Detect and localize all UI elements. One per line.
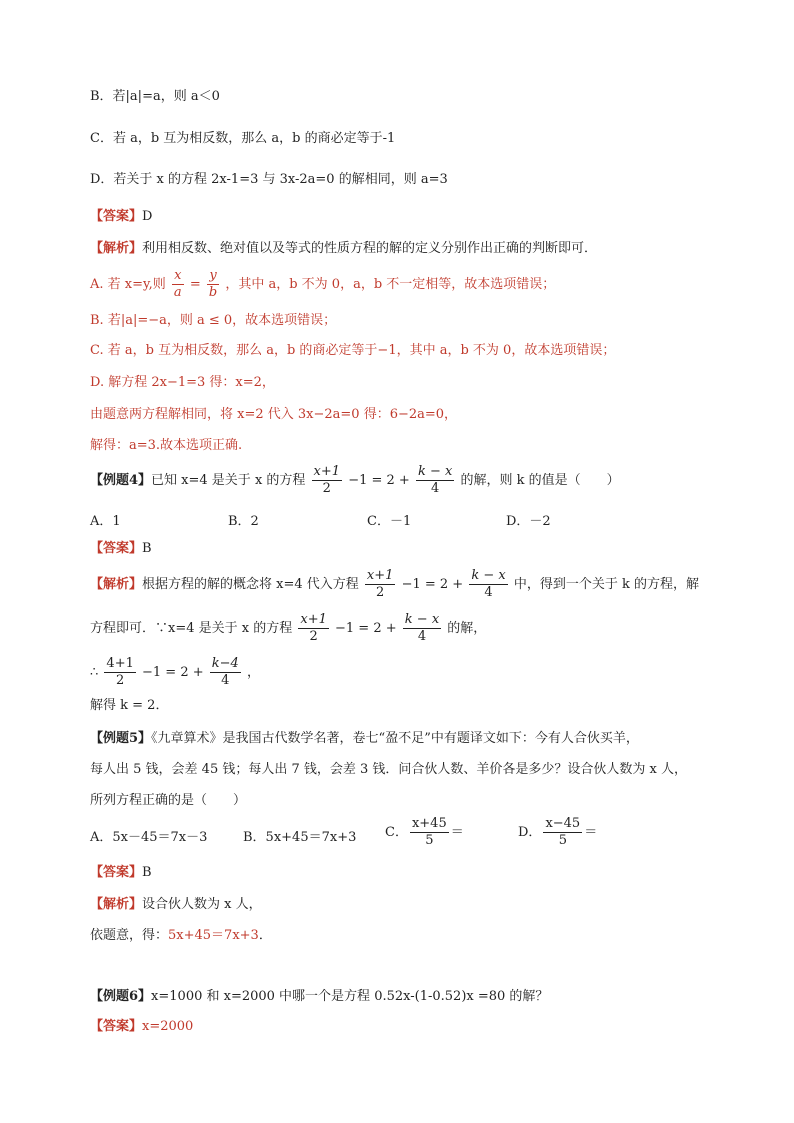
fraction-y-over-b: $\frac{y}{b}$ <box>208 268 218 300</box>
q5-analysis-line1: 【解析】设合伙人数为 x 人， <box>90 897 262 912</box>
q4-analysis-line4: 解得 k = 2． <box>90 698 169 713</box>
answer-label: 【答案】 <box>90 1019 143 1034</box>
q5-stem-3: 所列方程正确的是（ ） <box>90 793 247 808</box>
q5-answer-line <box>90 864 152 882</box>
q3-answer-line <box>90 208 152 226</box>
answer-value: x=2000 <box>142 1019 194 1034</box>
q4-option-c: C．－1 <box>367 514 412 529</box>
q4-option-a: A．1 <box>90 514 121 529</box>
answer-label: 【答案】 <box>90 541 143 556</box>
q5-option-b: B．5x+45＝7x+3 <box>243 830 357 845</box>
q4-option-d: D．－2 <box>506 514 551 529</box>
q3-line-b: B. 若|a|=−a，则 a ≤ 0，故本选项错误； <box>90 313 337 328</box>
option-c: C．若 a，b 互为相反数，那么 a，b 的商必定等于-1 <box>90 131 396 146</box>
analysis-intro: 利用相反数、绝对值以及等式的性质方程的解的定义分别作出正确的判断即可． <box>142 241 598 256</box>
q5-option-a: A．5x－45＝7x－3 <box>90 830 208 845</box>
analysis-label: 【解析】 <box>90 577 143 592</box>
q4-stem: 【例题4】已知 x=4 是关于 x 的方程 $\frac{x+1}{2}$ −1 = 2 + $\frac{k - x}{4}$ 的解，则 k 的值是（ ） <box>90 464 620 496</box>
q4-analysis-line3: ∴ $\frac{4+1}{2}$ −1 = 2 + $\frac{k-4}{4}$ ， <box>90 656 260 688</box>
question-label: 【例题5】 <box>90 731 152 746</box>
q5-stem-1: 【例题5】《九章算术》是我国古代数学名著，卷七“盈不足”中有题译文如下：今有人合伙买羊， <box>90 731 639 746</box>
answer-value: B <box>142 865 152 880</box>
q3-line-d: D. 解方程 2x−1=3 得：x=2， <box>90 375 275 390</box>
q4-answer-line <box>90 540 152 558</box>
analysis-label: 【解析】 <box>90 241 143 256</box>
answer-label: 【答案】 <box>90 209 143 224</box>
fraction-x-plus-1-over-2: $\frac{x+1}{2}$ <box>313 464 341 496</box>
q5-analysis-line2: 依题意，得：5x+45＝7x+3． <box>90 928 272 943</box>
q3-line-d2: 由题意两方程解相同，将 x=2 代入 3x−2a=0 得：6−2a=0， <box>90 407 458 422</box>
q5-option-d: D． $\frac{x-45}{5}$ ＝ <box>518 816 598 848</box>
q3-line-a: A. 若 x=y,则 $\frac{x}{a}$ = $\frac{y}{b}$ ，其中 a，b 不为 0，a，b 不一定相等，故本选项错误； <box>90 268 556 300</box>
question-label: 【例题4】 <box>90 473 152 488</box>
fraction-x-over-a: $\frac{x}{a}$ <box>173 268 182 300</box>
fraction-k-minus-x-over-4: $\frac{k - x}{4}$ <box>417 464 453 496</box>
answer-value: D <box>142 209 153 224</box>
q4-analysis-line2: 方程即可．∵x=4 是关于 x 的方程 $\frac{x+1}{2}$ −1 = 2 + $\frac{k - x}{4}$ 的解， <box>90 612 487 644</box>
answer-label: 【答案】 <box>90 865 143 880</box>
q4-option-b: B．2 <box>228 514 259 529</box>
answer-value: B <box>142 541 152 556</box>
q3-analysis-line <box>90 240 597 258</box>
q6-answer-line <box>90 1018 193 1036</box>
analysis-label: 【解析】 <box>90 897 143 912</box>
q5-option-c: C． $\frac{x+45}{5}$ ＝ <box>385 816 464 848</box>
question-label: 【例题6】 <box>90 989 152 1004</box>
q3-line-d3: 解得：a=3.故本选项正确. <box>90 438 243 453</box>
q5-stem-2: 每人出 5 钱，会差 45 钱；每人出 7 钱，会差 3 钱．问合伙人数、羊价各是多少？设合伙人数为 x 人， <box>90 762 688 777</box>
q3-line-c: C. 若 a，b 互为相反数，那么 a，b 的商必定等于−1，其中 a，b 不为 0，故本选项错误； <box>90 343 616 358</box>
q4-analysis-line1: 【解析】根据方程的解的概念将 x=4 代入方程 $\frac{x+1}{2}$ −1 = 2 + $\frac{k - x}{4}$ 中，得到一个关于 k 的方程，解 <box>90 568 699 600</box>
q6-stem: 【例题6】x=1000 和 x=2000 中哪一个是方程 0.52x-(1-0.52)x =80 的解？ <box>90 989 549 1004</box>
option-b: B．若|a|=a，则 a＜0 <box>90 89 220 104</box>
option-d: D．若关于 x 的方程 2x-1=3 与 3x-2a=0 的解相同，则 a=3 <box>90 172 448 187</box>
